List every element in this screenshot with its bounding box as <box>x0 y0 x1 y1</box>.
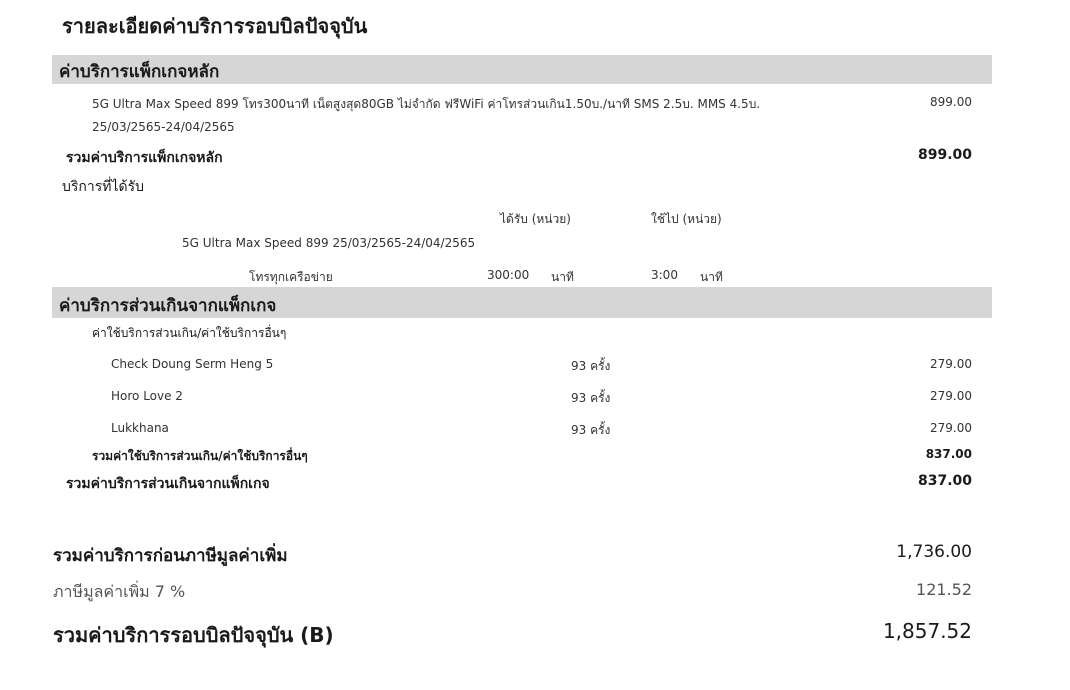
overage-item-qty: 93 ครั้ง <box>571 391 611 405</box>
package-item-amount: 899.00 <box>930 95 972 109</box>
grand-total-amount: 1,857.52 <box>882 619 972 643</box>
overage-header-band <box>52 287 992 318</box>
service-used-value: 3:00 <box>651 268 678 282</box>
overage-section-title: ค่าบริการส่วนเกินจากแพ็กเกจ <box>59 296 277 316</box>
service-received-value: 300:00 <box>487 268 530 282</box>
service-used-unit: นาที <box>700 270 723 284</box>
service-received-unit: นาที <box>551 270 574 284</box>
overage-item-name: Lukkhana <box>111 421 169 435</box>
col-received-header: ได้รับ (หน่วย) <box>500 212 571 226</box>
overage-sub-total-label: รวมค่าใช้บริการส่วนเกิน/ค่าใช้บริการอื่นๆ <box>92 449 308 463</box>
overage-item-amount: 279.00 <box>930 357 972 371</box>
col-used-header: ใช้ไป (หน่วย) <box>651 212 722 226</box>
main-package-header-band <box>52 55 992 84</box>
before-vat-label: รวมค่าบริการก่อนภาษีมูลค่าเพิ่ม <box>53 546 288 566</box>
package-item-period: 25/03/2565-24/04/2565 <box>92 120 235 134</box>
overage-item-name: Check Doung Serm Heng 5 <box>111 357 274 371</box>
document-title: รายละเอียดค่าบริการรอบบิลปัจจุบัน <box>62 14 368 38</box>
service-row-label: โทรทุกเครือข่าย <box>249 270 333 284</box>
grand-total-label: รวมค่าบริการรอบบิลปัจจุบัน (B) <box>53 623 334 647</box>
overage-item-amount: 279.00 <box>930 389 972 403</box>
main-package-section-title: ค่าบริการแพ็กเกจหลัก <box>59 62 220 82</box>
overage-item-name: Horo Love 2 <box>111 389 183 403</box>
overage-item-qty: 93 ครั้ง <box>571 359 611 373</box>
main-package-total-label: รวมค่าบริการแพ็กเกจหลัก <box>66 150 223 166</box>
services-received-title: บริการที่ได้รับ <box>62 179 145 195</box>
overage-item-amount: 279.00 <box>930 421 972 435</box>
overage-item-qty: 93 ครั้ง <box>571 423 611 437</box>
before-vat-amount: 1,736.00 <box>896 542 972 562</box>
overage-sub-total-amount: 837.00 <box>925 447 972 461</box>
main-package-total-amount: 899.00 <box>917 147 972 163</box>
overage-total-label: รวมค่าบริการส่วนเกินจากแพ็กเกจ <box>66 476 270 492</box>
package-item-description: 5G Ultra Max Speed 899 โทร300นาที เน็ตสูงสุด80GB ไม่จำกัด ฟรีWiFi ค่าโทรส่วนเกิน1.50บ./นาที SMS 2.5บ. MMS 4.5บ. <box>92 97 761 111</box>
vat-amount: 121.52 <box>916 580 972 599</box>
vat-label: ภาษีมูลค่าเพิ่ม 7 % <box>53 582 186 601</box>
overage-total-amount: 837.00 <box>917 473 972 489</box>
services-package-line: 5G Ultra Max Speed 899 25/03/2565-24/04/2565 <box>182 236 476 250</box>
overage-sub-title: ค่าใช้บริการส่วนเกิน/ค่าใช้บริการอื่นๆ <box>92 326 287 340</box>
